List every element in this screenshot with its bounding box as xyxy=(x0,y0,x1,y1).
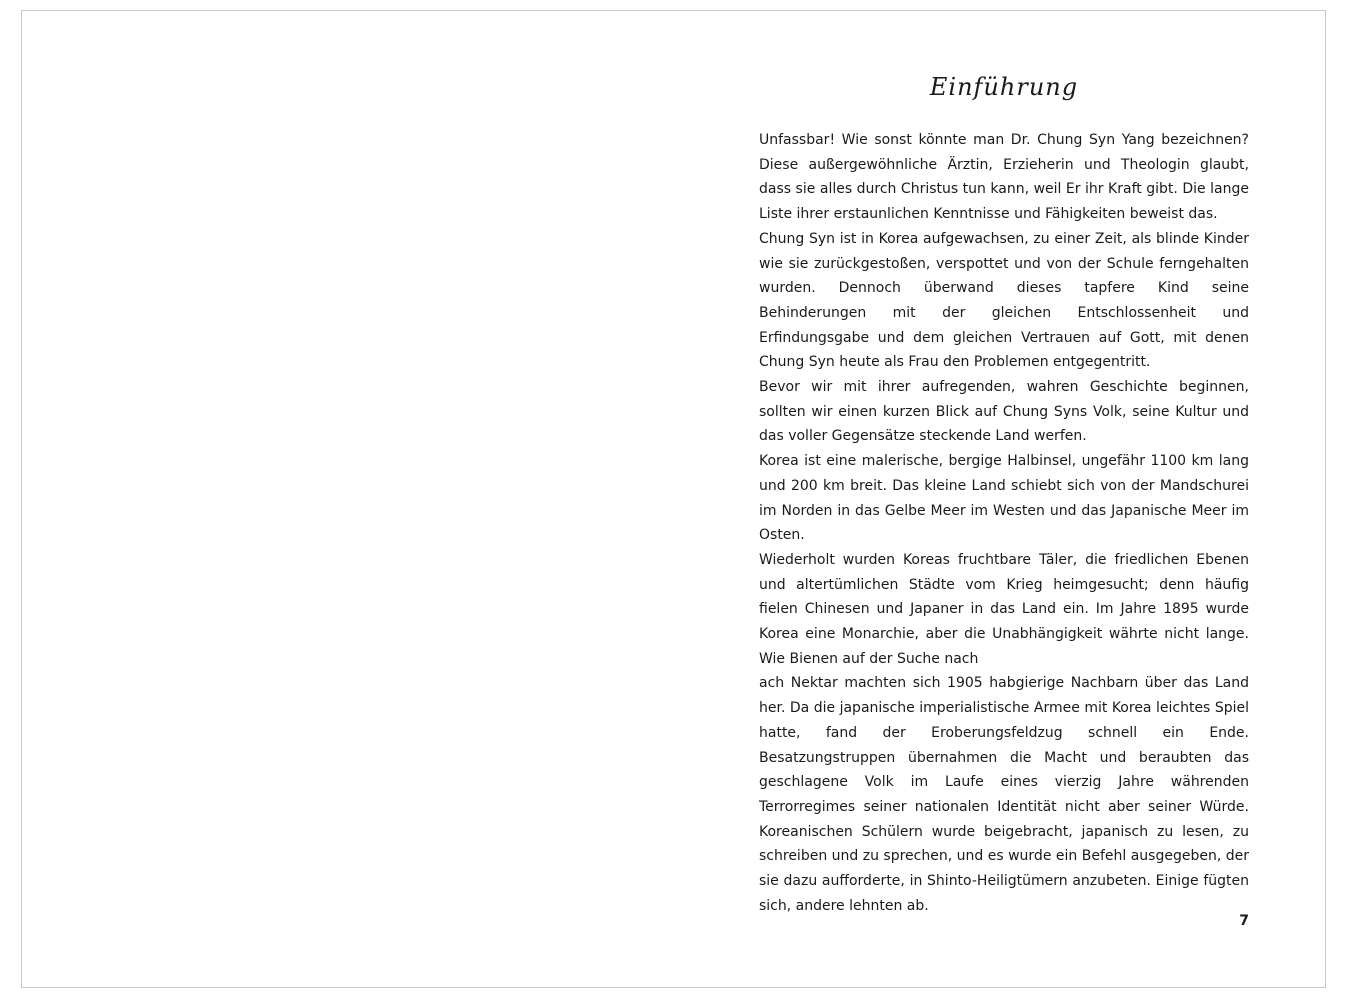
paragraph: ach Nektar machten sich 1905 habgierige Nachbarn über das Land her. Da die japanische imperialistische Armee mit Korea leichtes Spiel hatte, fand der Eroberungsfeldzug schnell ein Ende. Besatzungstruppen übernahmen die Macht und beraubten das geschlagene Volk im Laufe eines vierzig Jahre währenden Terrorregimes seiner nationalen Identität nicht aber seiner Würde. Koreanischen Schülern wurde beigebracht, japanisch zu lesen, zu schreiben und zu sprechen, und es wurde ein Befehl ausgegeben, der sie dazu aufforderte, in Shinto-Heiligtümern anzubeten. Einige fügten sich, andere lehnten ab. xyxy=(759,675,1249,914)
chapter-title: Einführung xyxy=(929,73,1079,101)
book-spread xyxy=(21,10,1326,988)
paragraph: Unfassbar! Wie sonst könnte man Dr. Chung Syn Yang bezeichnen? Diese außergewöhnliche Ärztin, Erzieherin und Theologin glaubt, dass sie alles durch Christus tun kann, weil Er ihr Kraft gibt. Die lange Liste ihrer erstaunlichen Kenntnisse und Fähigkeiten beweist das. xyxy=(759,132,1249,223)
left-page-blank xyxy=(22,11,672,987)
body-text xyxy=(759,128,1249,919)
right-page xyxy=(672,11,1327,987)
paragraph: Bevor wir mit ihrer aufregenden, wahren Geschichte beginnen, sollten wir einen kurzen Blick auf Chung Syns Volk, seine Kultur und das voller Gegensätze steckende Land werfen. xyxy=(759,379,1249,445)
page-number: 7 xyxy=(1239,913,1249,929)
paragraph: Korea ist eine malerische, bergige Halbinsel, ungefähr 1100 km lang und 200 km breit. Das kleine Land schiebt sich von der Mandschurei im Norden in das Gelbe Meer im Westen und das Japanische Meer im Osten. xyxy=(759,453,1249,544)
paragraph: Chung Syn ist in Korea aufgewachsen, zu einer Zeit, als blinde Kinder wie sie zurückgestoßen, verspottet und von der Schule ferngehalten wurden. Dennoch überwand dieses tapfere Kind seine Behinderungen mit der gleichen Entschlossenheit und Erfindungsgabe und dem gleichen Vertrauen auf Gott, mit denen Chung Syn heute als Frau den Problemen entgegentritt. xyxy=(759,230,1249,371)
paragraph: Wiederholt wurden Koreas fruchtbare Täler, die friedlichen Ebenen und altertümlichen Städte vom Krieg heimgesucht; denn häufig fielen Chinesen und Japaner in das Land ein. Im Jahre 1895 wurde Korea eine Monarchie, aber die Unabhängigkeit währte nicht lange. Wie Bienen auf der Suche nach xyxy=(759,551,1249,667)
